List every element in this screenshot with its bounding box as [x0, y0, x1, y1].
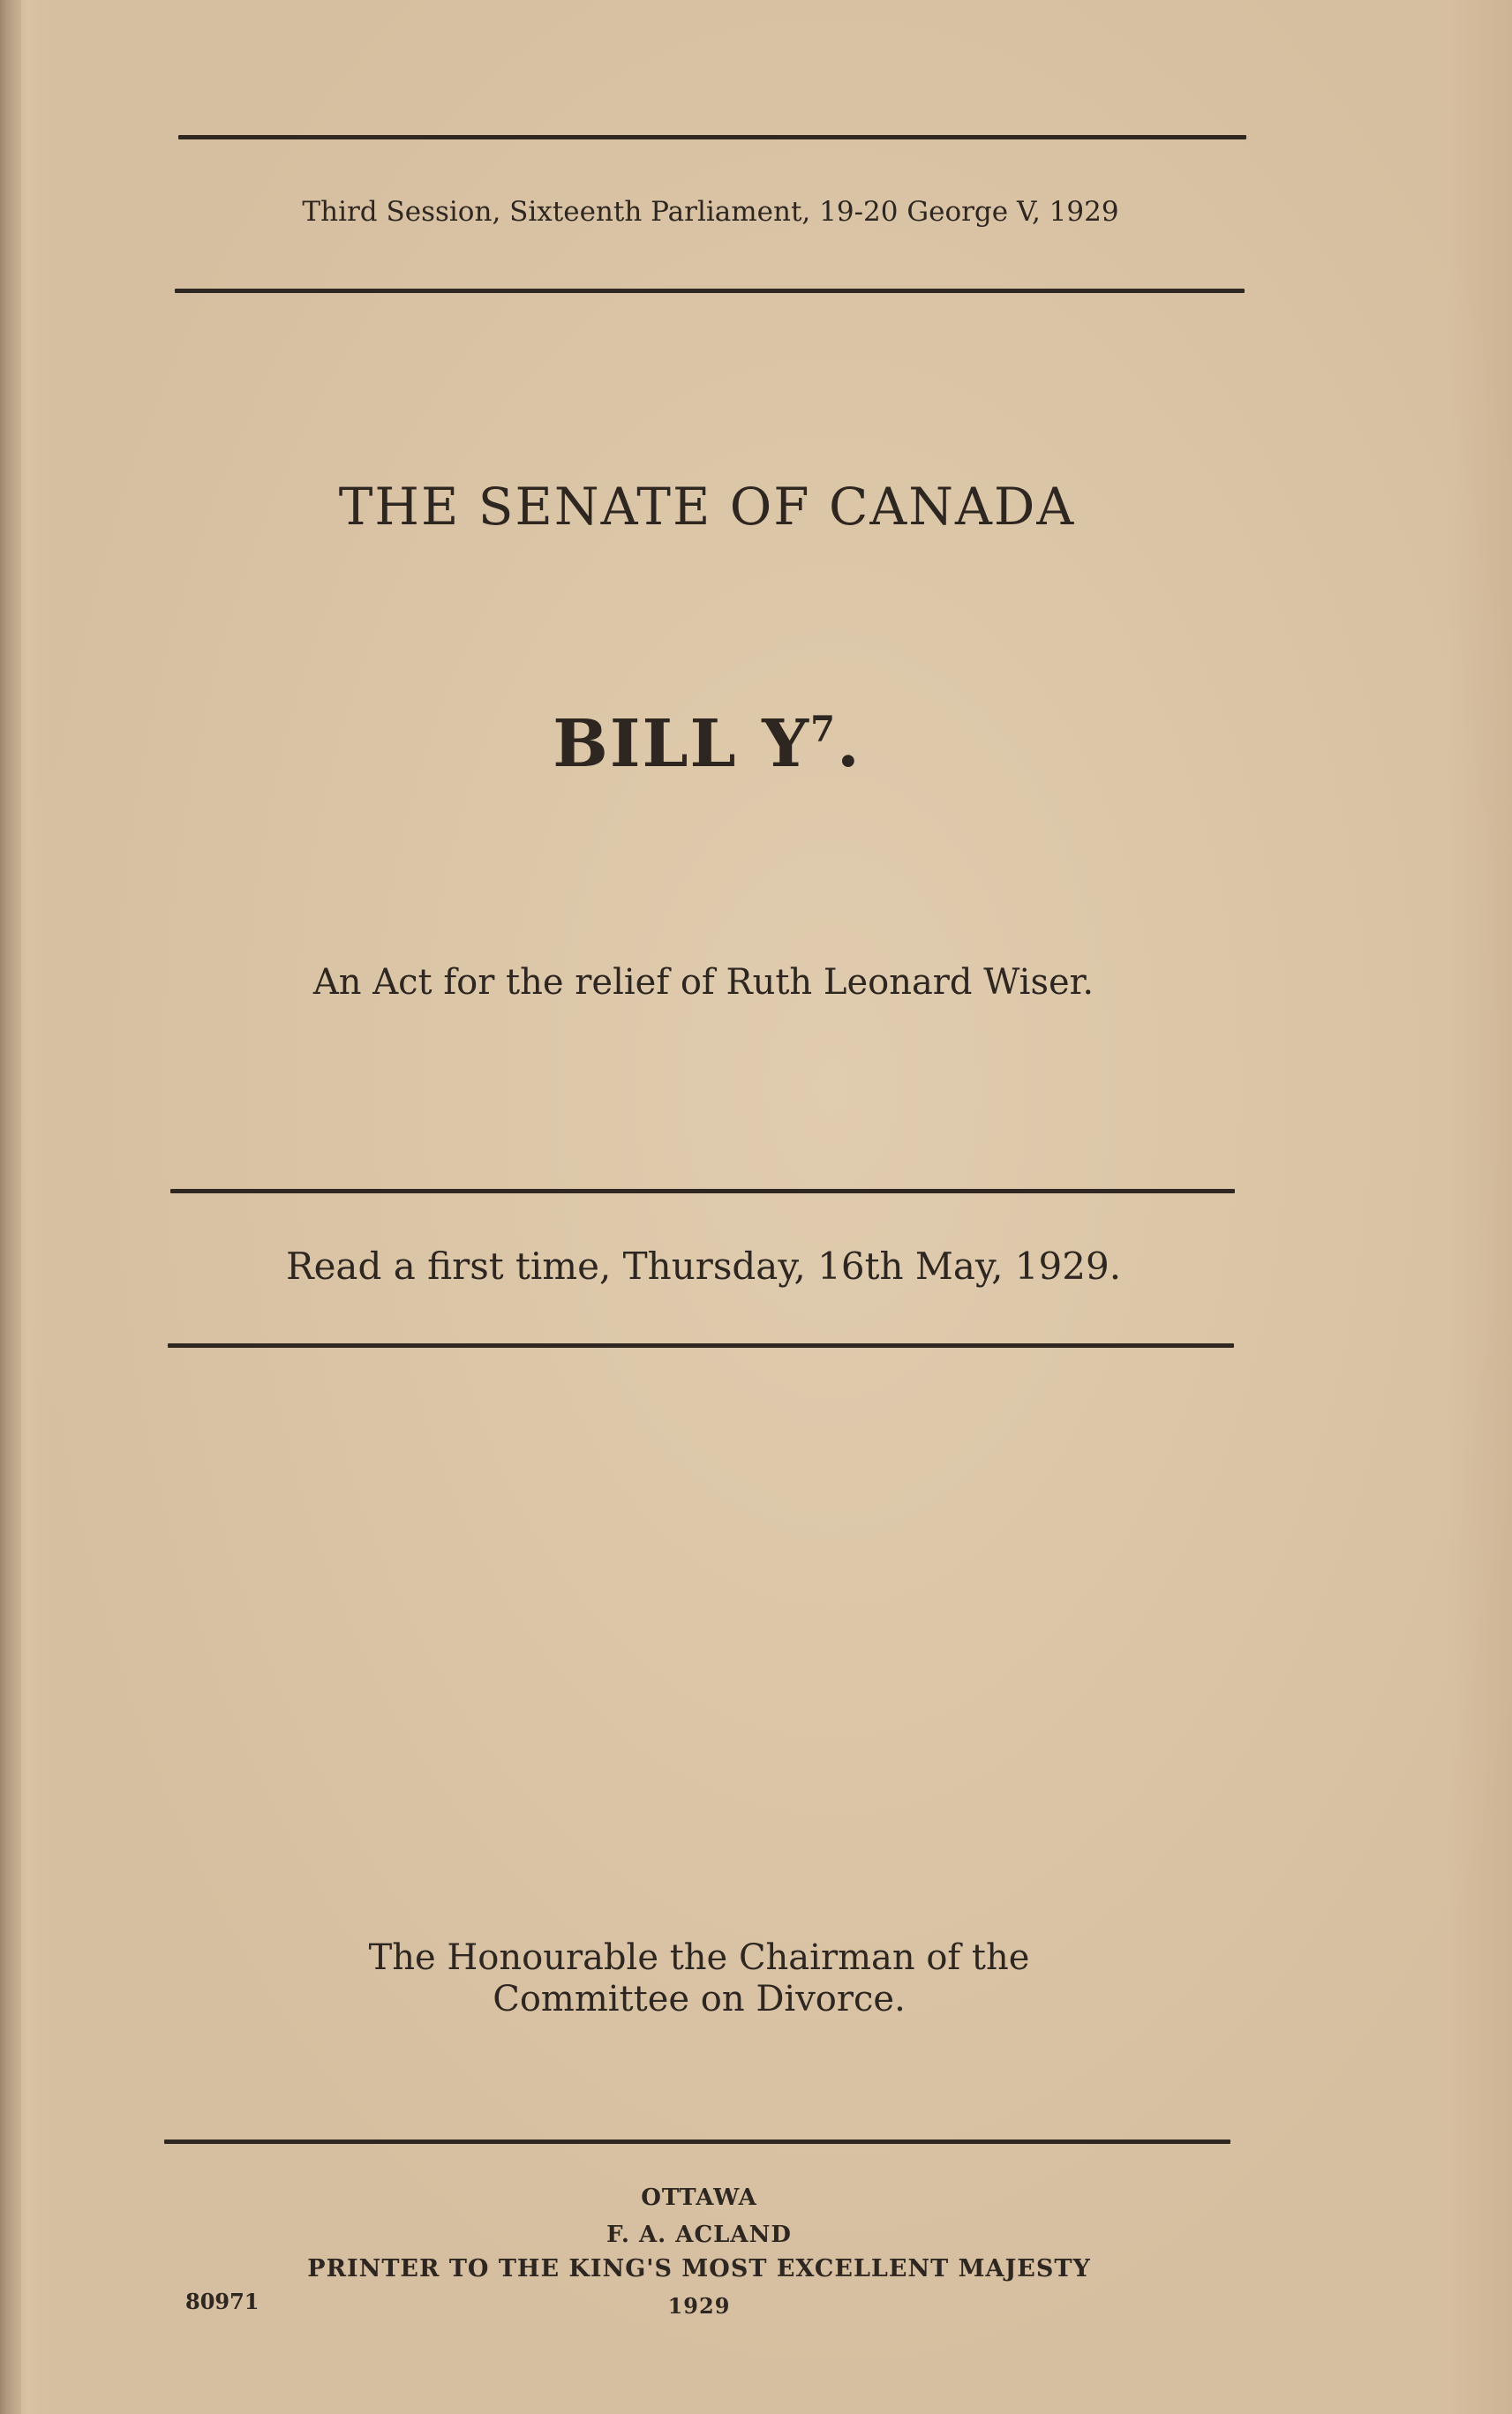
- imprint-printer-name: F. A. ACLAND: [606, 2222, 792, 2248]
- reading-rule-top: [170, 1189, 1235, 1193]
- session-line: Third Session, Sixteenth Parliament, 19-20 George V, 1929: [302, 196, 1119, 228]
- bill-title-suffix: .: [836, 706, 861, 782]
- top-rule-2: [175, 289, 1245, 293]
- sponsor-line-1: The Honourable the Chairman of the: [368, 1937, 1030, 1978]
- bill-title: [0, 706, 1414, 782]
- reading-rule-bottom: [168, 1343, 1234, 1348]
- imprint-rule: [164, 2140, 1230, 2144]
- bill-number-superscript: 7: [810, 709, 837, 750]
- imprint-city: OTTAWA: [641, 2185, 757, 2211]
- institution-heading: THE SENATE OF CANADA: [338, 477, 1076, 537]
- print-code: 80971: [185, 2289, 260, 2314]
- top-rule-1: [178, 135, 1246, 139]
- reading-line: Read a first time, Thursday, 16th May, 1929.: [285, 1245, 1122, 1288]
- imprint-printer-title: PRINTER TO THE KING'S MOST EXCELLENT MAJESTY: [307, 2255, 1091, 2282]
- bill-title-text: BILL Y: [553, 706, 811, 782]
- imprint-year: 1929: [667, 2293, 731, 2319]
- sponsor-block: [0, 1937, 1398, 2020]
- sponsor-line-2: Committee on Divorce.: [493, 1979, 906, 2019]
- binding-edge: [0, 0, 21, 2414]
- act-title: An Act for the relief of Ruth Leonard Wiser.: [312, 962, 1095, 1003]
